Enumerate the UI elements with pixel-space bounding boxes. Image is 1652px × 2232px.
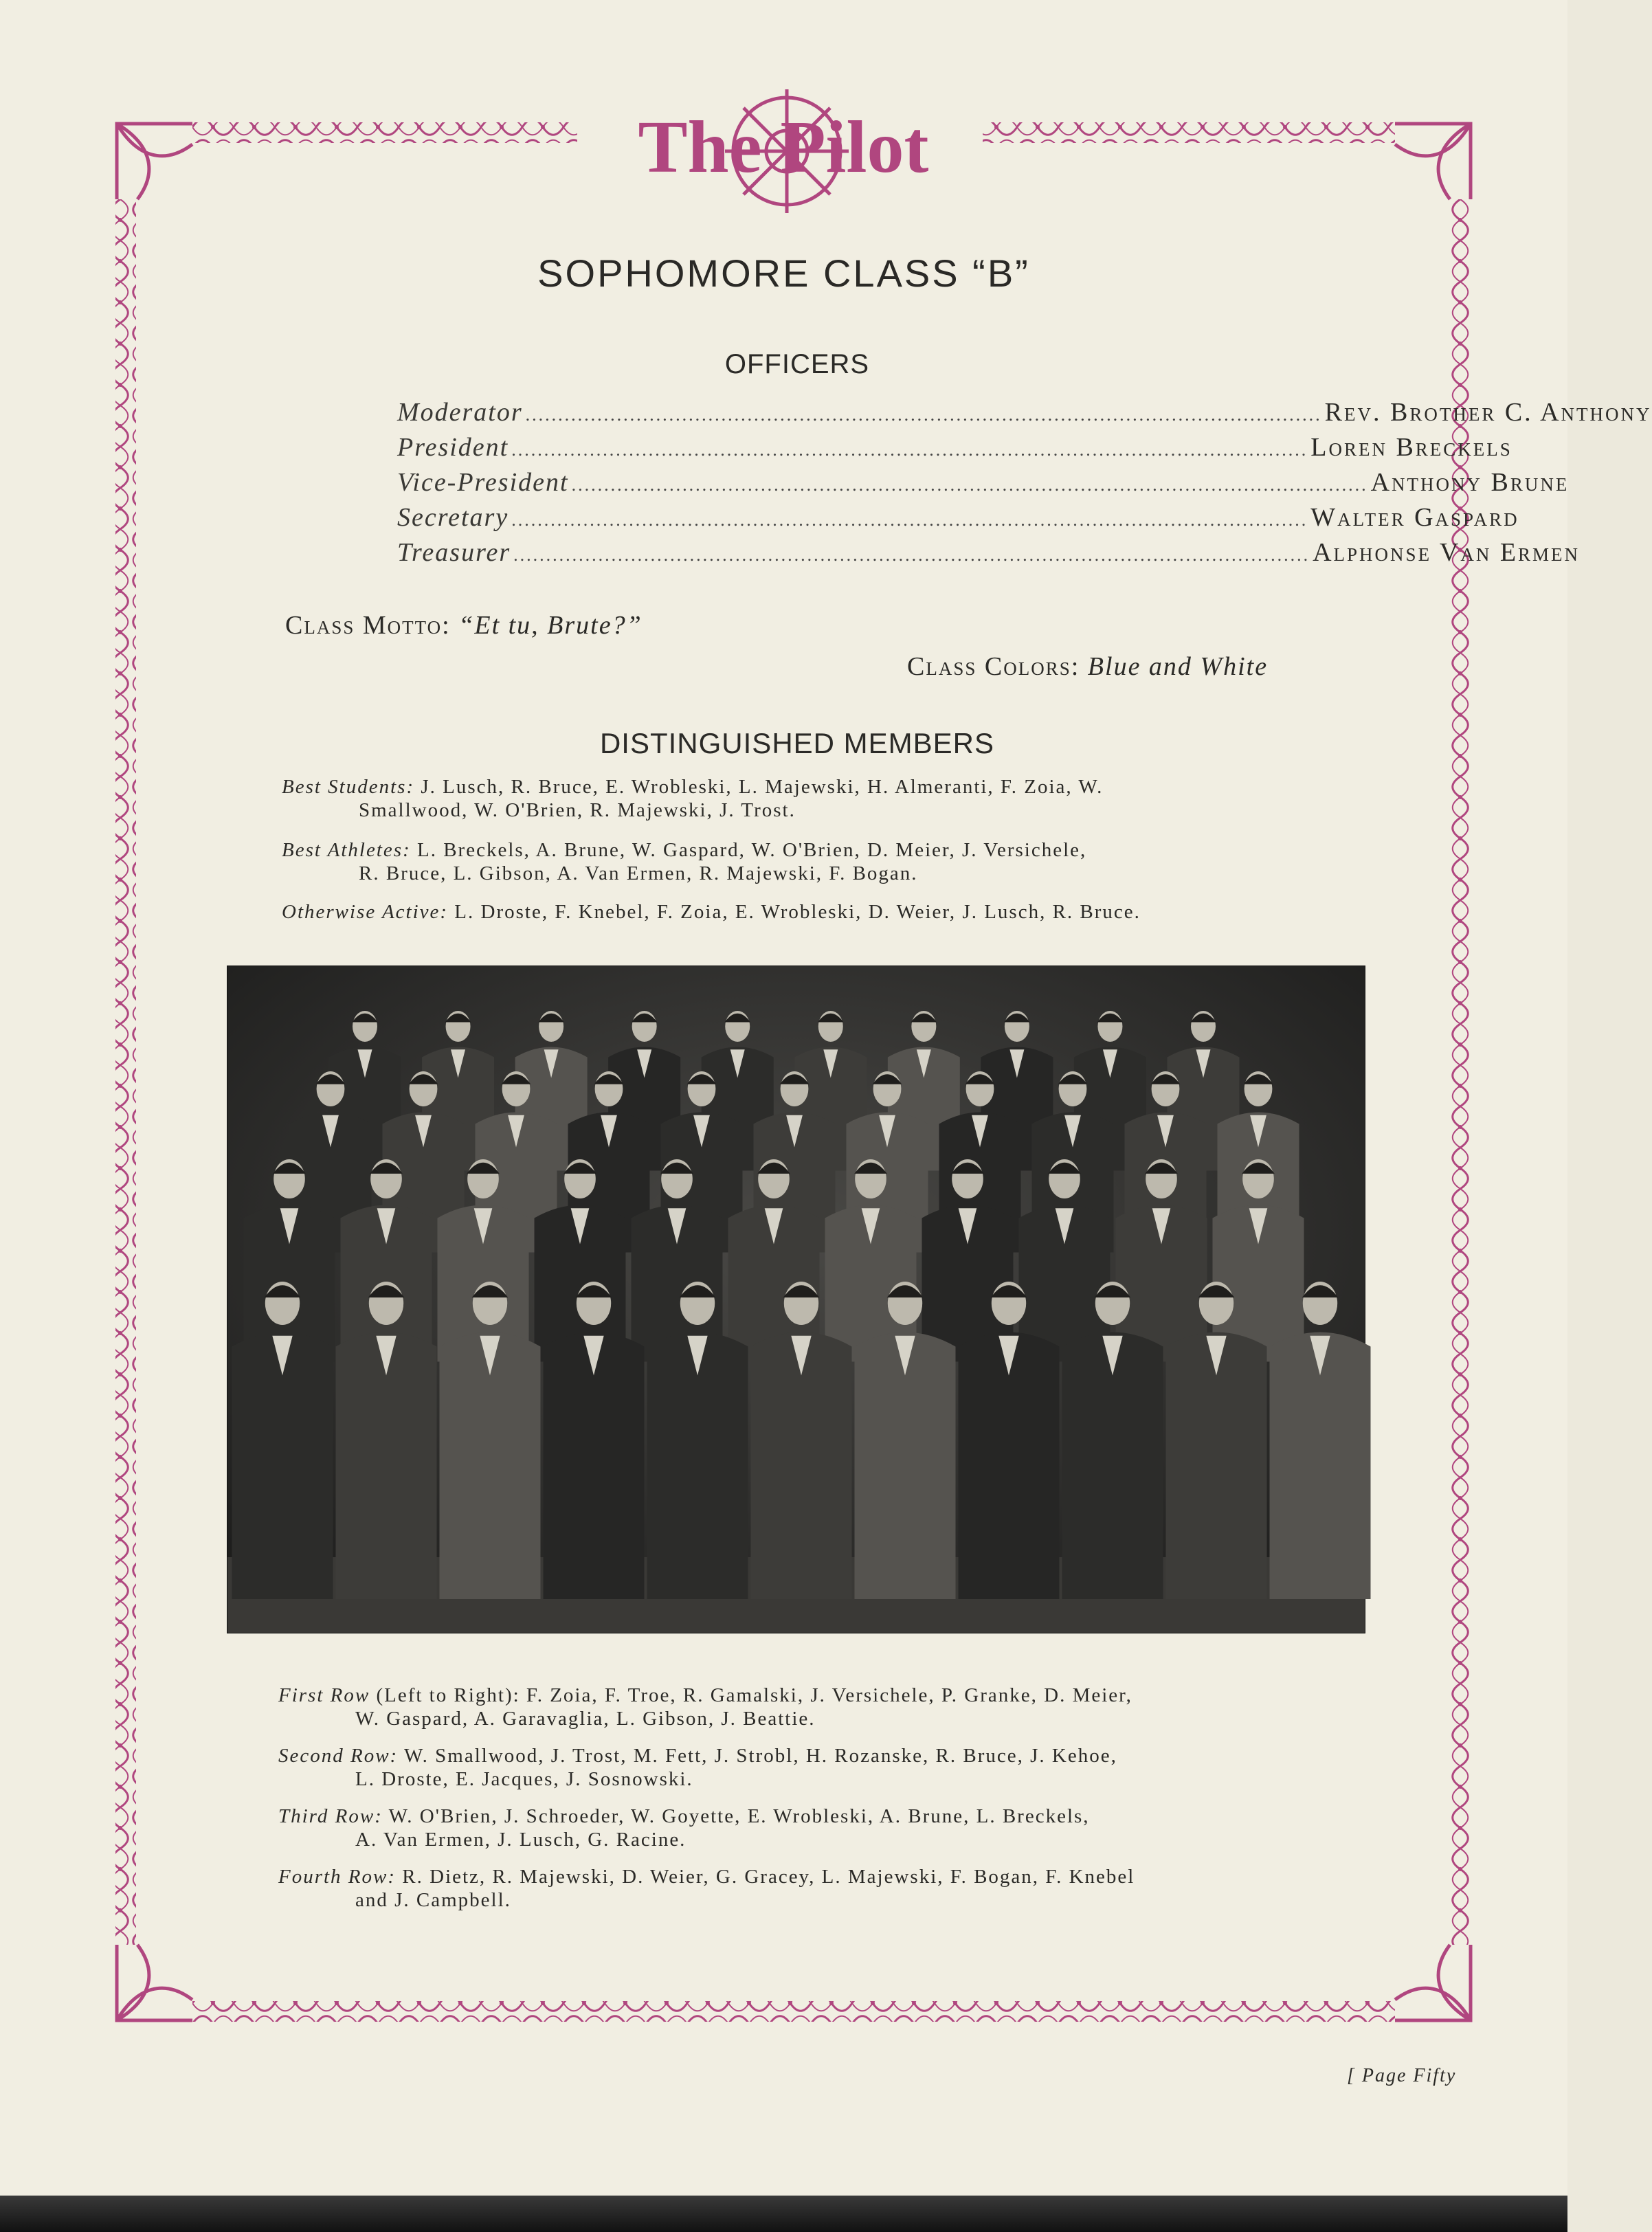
officer-name: Alphonse Van Ermen (1313, 538, 1581, 567)
officer-row (397, 537, 1581, 572)
officer-role: Moderator (397, 398, 523, 427)
caption-row (278, 1684, 1309, 1730)
officer-role: President (397, 433, 509, 462)
page-title: SOPHOMORE CLASS “B” (537, 252, 1030, 295)
caption-row (278, 1744, 1309, 1791)
officer-name: Anthony Brune (1370, 468, 1570, 497)
leader-dots: .......................................................................................................................... (511, 510, 1308, 530)
caption-names: F. Zoia, F. Troe, R. Gamalski, J. Versichele, P. Granke, D. Meier, (526, 1684, 1132, 1706)
officer-row (397, 397, 1652, 432)
leader-dots: .......................................................................................................................... (511, 440, 1308, 460)
scan-edge (0, 2196, 1567, 2232)
officers-heading: OFFICERS (724, 349, 870, 379)
motto-label: Class Motto: (285, 611, 451, 640)
group-names: L. Breckels, A. Brune, W. Gaspard, W. O'Brien, D. Meier, J. Versichele, (416, 839, 1087, 861)
officer-row (397, 467, 1570, 502)
motto-value: “Et tu, Brute?” (458, 611, 643, 640)
colors-value: Blue and White (1087, 652, 1269, 681)
group-names: L. Droste, F. Knebel, F. Zoia, E. Wrobleski, D. Weier, J. Lusch, R. Bruce. (454, 901, 1141, 923)
caption-names-cont: L. Droste, E. Jacques, J. Sosnowski. (355, 1768, 693, 1790)
masthead-title: The Pilot (638, 107, 929, 188)
group-label: Best Athletes: (282, 839, 411, 861)
caption-label: Fourth Row: (278, 1866, 397, 1888)
distinguished-group (282, 775, 1313, 822)
group-names-cont: Smallwood, W. O'Brien, R. Majewski, J. Trost. (359, 799, 796, 821)
caption-row (278, 1865, 1309, 1912)
masthead-logo (591, 76, 976, 227)
group-names: J. Lusch, R. Bruce, E. Wrobleski, L. Majewski, H. Almeranti, F. Zoia, W. (421, 776, 1104, 798)
caption-label: First Row (278, 1684, 370, 1706)
caption-label: Third Row: (278, 1805, 383, 1827)
caption-names-cont: A. Van Ermen, J. Lusch, G. Racine. (355, 1829, 687, 1851)
officer-name: Loren Breckels (1310, 433, 1513, 462)
group-names-cont: R. Bruce, L. Gibson, A. Van Ermen, R. Majewski, F. Bogan. (359, 862, 918, 884)
caption-names: R. Dietz, R. Majewski, D. Weier, G. Gracey, L. Majewski, F. Bogan, F. Knebel (402, 1866, 1135, 1888)
caption-names-cont: W. Gaspard, A. Garavaglia, L. Gibson, J. Beattie. (355, 1708, 816, 1730)
caption-names-cont: and J. Campbell. (355, 1889, 511, 1911)
class-colors (907, 651, 1268, 682)
caption-row (278, 1805, 1309, 1851)
officer-row (397, 432, 1513, 467)
distinguished-heading: DISTINGUISHED MEMBERS (599, 727, 995, 759)
class-motto (285, 610, 643, 640)
caption-names: W. O'Brien, J. Schroeder, W. Goyette, E. Wrobleski, A. Brune, L. Breckels, (388, 1805, 1090, 1827)
officer-role: Treasurer (397, 538, 511, 567)
leader-dots: .......................................................................................................................... (571, 475, 1368, 495)
page-number: [ Page Fifty (1347, 2065, 1457, 2086)
leader-dots: .......................................................................................................................... (513, 545, 1310, 565)
class-photograph (227, 966, 1365, 1633)
officer-role: Secretary (397, 503, 509, 532)
distinguished-group (282, 900, 1313, 924)
officer-name: Rev. Brother C. Anthony (1324, 398, 1652, 427)
leader-dots: .......................................................................................................................... (525, 405, 1322, 425)
group-label: Best Students: (282, 776, 415, 798)
officers-list (397, 397, 1652, 572)
officer-name: Walter Gaspard (1310, 503, 1519, 532)
colors-label: Class Colors: (907, 652, 1080, 681)
caption-names: W. Smallwood, J. Trost, M. Fett, J. Strobl, H. Rozanske, R. Bruce, J. Kehoe, (403, 1745, 1117, 1767)
officer-role: Vice-President (397, 468, 569, 497)
distinguished-group (282, 838, 1313, 885)
caption-label: Second Row: (278, 1745, 399, 1767)
officer-row (397, 502, 1519, 537)
caption-extra: (Left to Right): (376, 1684, 520, 1706)
group-label: Otherwise Active: (282, 901, 449, 923)
